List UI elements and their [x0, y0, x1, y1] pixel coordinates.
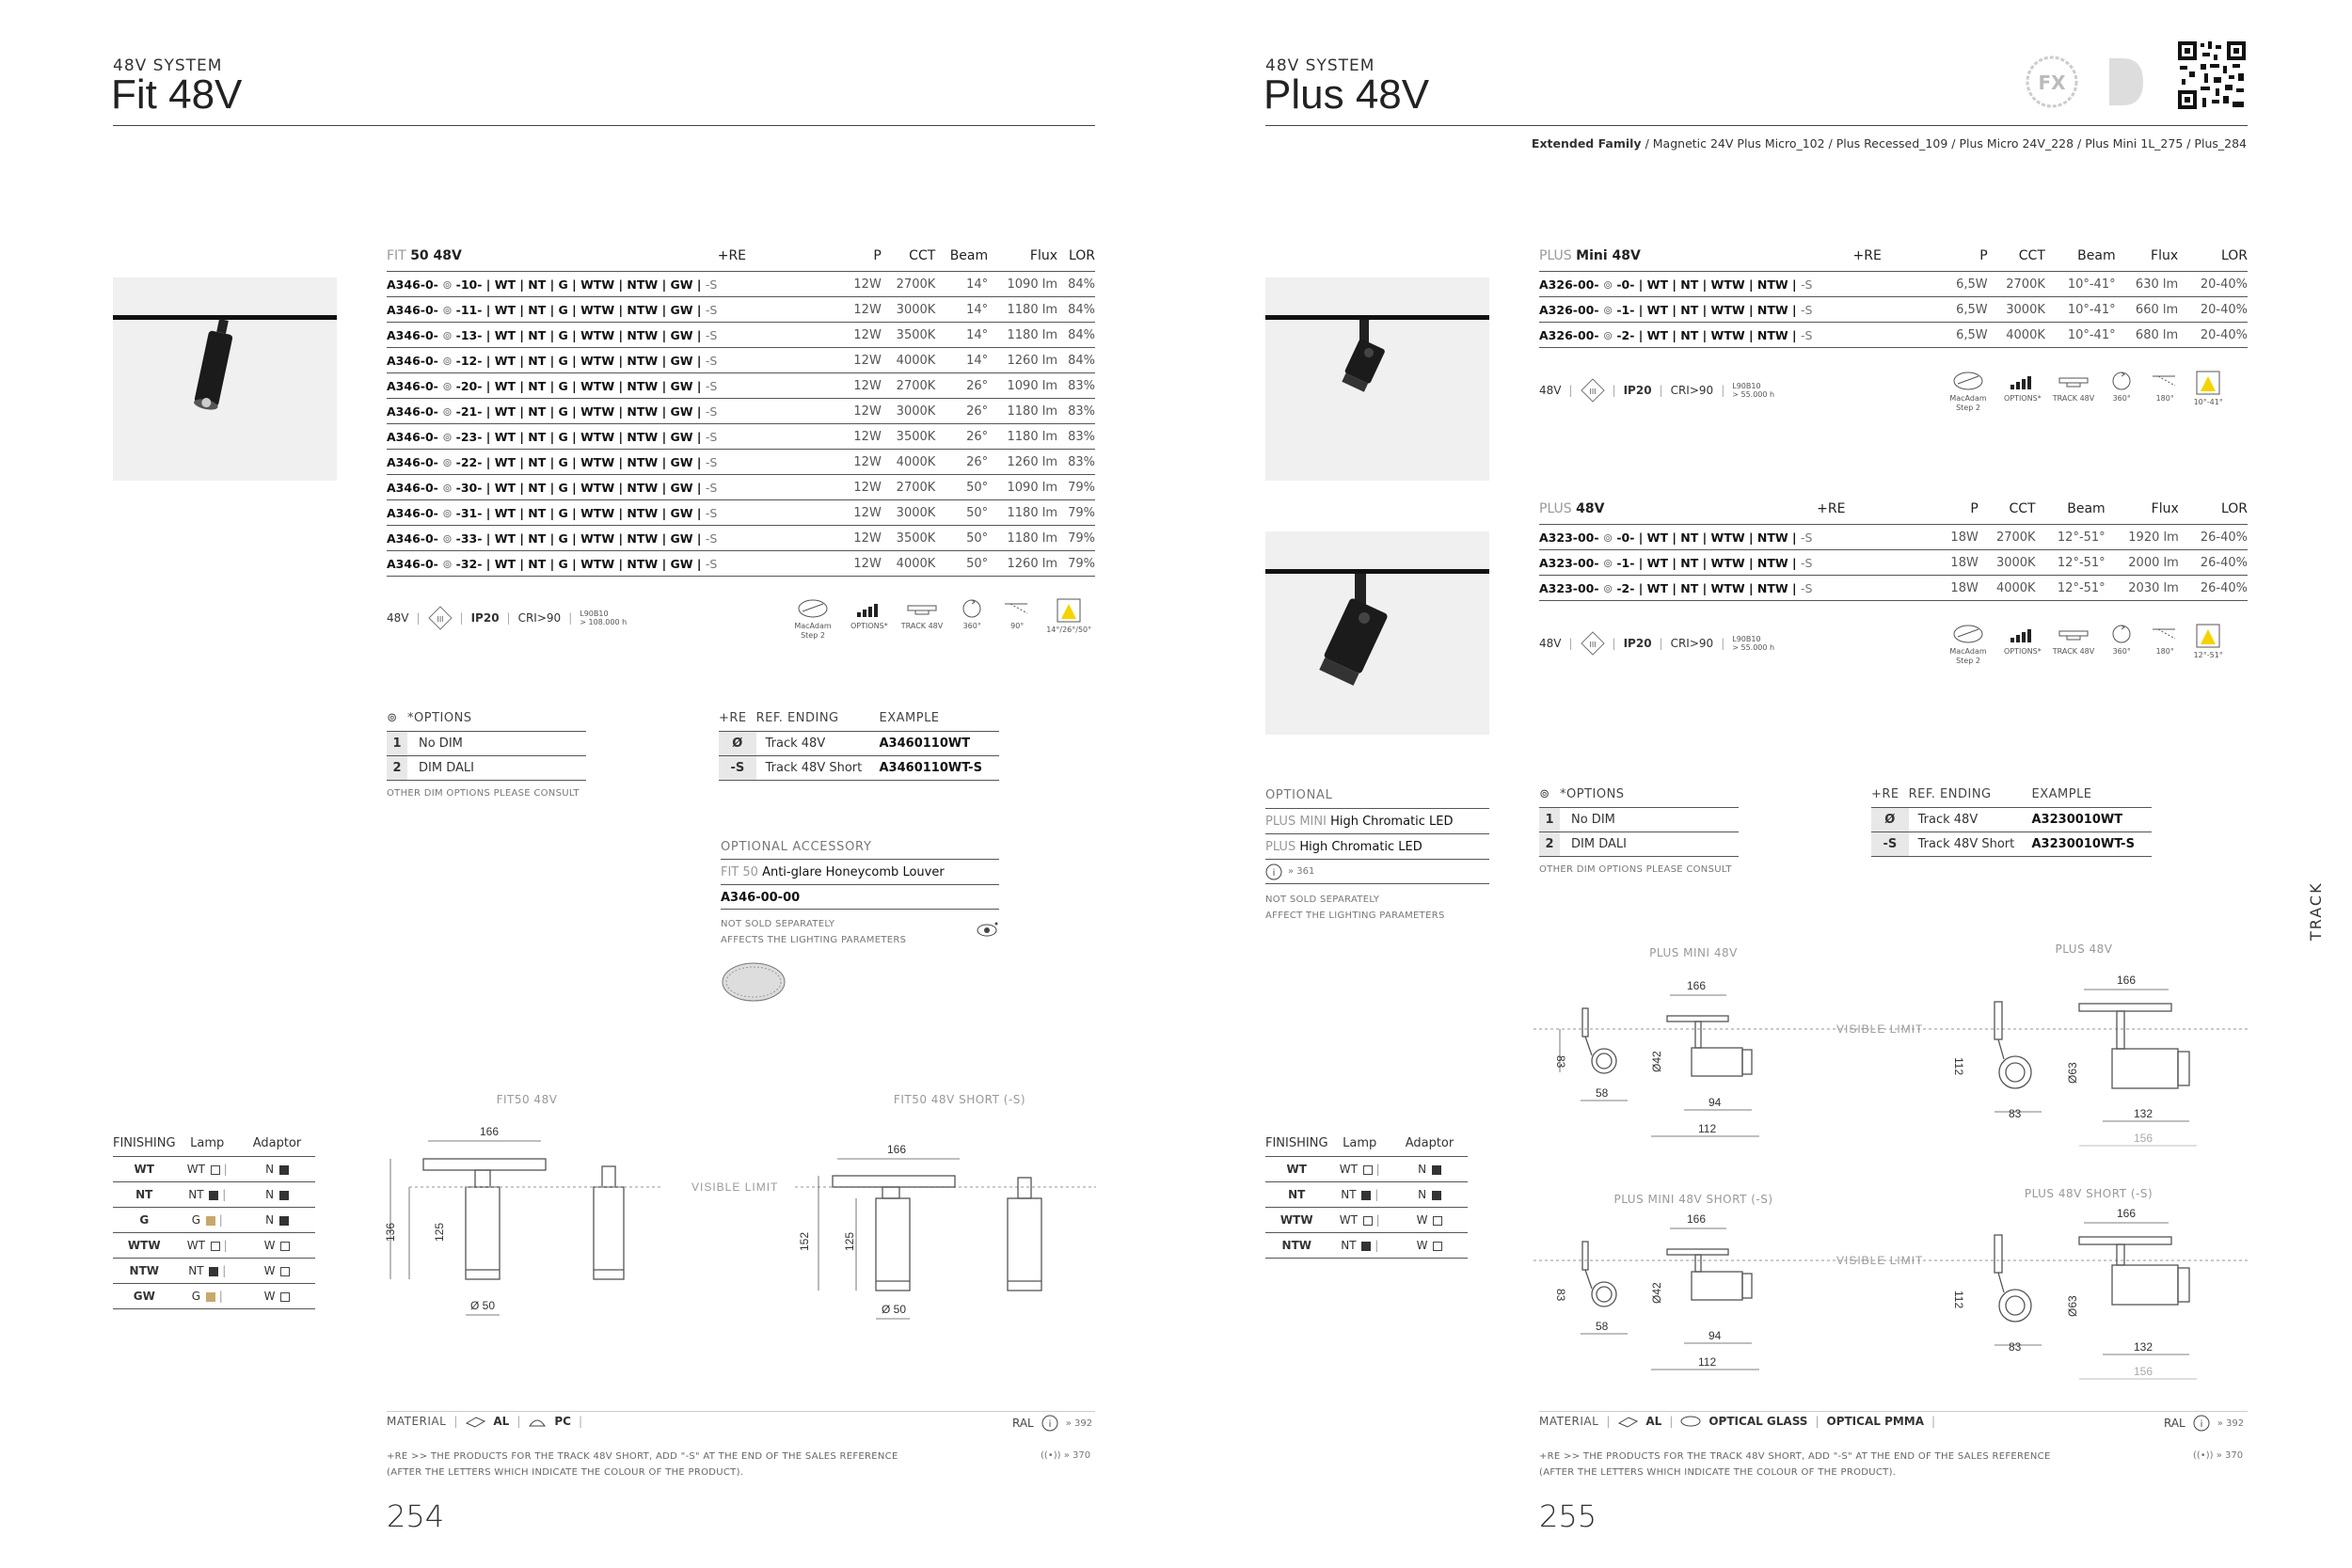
fit-options-table: ⊚ *OPTIONS 1 No DIM 2 DIM DALI [387, 711, 586, 781]
plus-refending-table: +RE REF. ENDING EXAMPLE Ø Track 48V A3230010WT -S Track 48V Short A3230010WT-S [1871, 787, 2152, 857]
finishing-row: WT WT | N [1265, 1157, 1468, 1182]
svg-text:166: 166 [1687, 979, 1707, 992]
beam-angle-icon: 10°-41° [2192, 371, 2224, 413]
finishing-row: WTW WT | W [113, 1233, 315, 1259]
product-row: A326-00- ⊚ -0- | WT | NT | WTW | NTW | -S 6,5W 2700K 10°-41° 630 lm 20-40% [1539, 272, 2248, 297]
left-page-number: 254 [387, 1498, 445, 1534]
info-icon [1041, 1415, 1058, 1432]
plus-footnote: +RE >> THE PRODUCTS FOR THE TRACK 48V SHORT, ADD "-S" AT THE END OF THE SALES REFERENCE (AFTER THE LETTERS WHICH INDICATE THE COLOUR OF THE PRODUCT). [1539, 1451, 2051, 1478]
svg-text:166: 166 [1687, 1212, 1707, 1226]
drawing-title-plus: PLUS 48V [2055, 942, 2113, 956]
svg-text:Ø63: Ø63 [2066, 1062, 2079, 1084]
finishing-row: G G | N [113, 1208, 315, 1233]
tilt-icon: 180° [2149, 371, 2181, 413]
beam-angle-icon: 14°/26°/50° [1046, 598, 1091, 641]
finishing-row: NTW NT | W [1265, 1233, 1468, 1259]
right-page-title: Plus 48V [1263, 71, 1430, 118]
product-row: A346-0- ⊚ -30- | WT | NT | G | WTW | NTW | GW | -S 12W 2700K 50° 1090 lm 79% [387, 475, 1095, 500]
fit-technical-drawings [381, 1119, 1105, 1336]
svg-text:Ø 50: Ø 50 [470, 1299, 496, 1312]
svg-text:112: 112 [1952, 1291, 1965, 1309]
plus-mini-photo [1265, 277, 1489, 481]
svg-text:58: 58 [1596, 1086, 1609, 1100]
product-row: A346-0- ⊚ -20- | WT | NT | G | WTW | NTW | GW | -S 12W 2700K 26° 1090 lm 83% [387, 373, 1095, 399]
tilt-icon: 180° [2149, 624, 2181, 666]
product-row: A346-0- ⊚ -33- | WT | NT | G | WTW | NTW | GW | -S 12W 3500K 50° 1180 lm 79% [387, 526, 1095, 551]
plus-mini-product-table: PLUS Mini 48V +RE P CCT Beam Flux LOR A326-00- ⊚ -0- | WT | NT | WTW | NTW | -S 6,5W 2700K 10°-41° 630 lm 20-40% A326-00- ⊚ -1- | WT | NT | WTW | NTW | -S 6,5W 3000K 10°-41° 660 lm 20-40% A326-00- ⊚ -2- | WT | NT | WTW | NTW | -S 6,5W 4000K 10°-41° 680 lm 20-40% [1539, 248, 2248, 348]
macadam-icon: MacAdam Step 2 [788, 598, 837, 641]
extended-family-row: Extended Family / Magnetic 24V Plus Micro_102 / Plus Recessed_109 / Plus Micro 24V_228 / Plus Mini 1L_275 / Plus_284 [1531, 136, 2247, 150]
qr-code-icon [2176, 40, 2248, 111]
plus-material-row: MATERIAL | AL | OPTICAL GLASS | OPTICAL PMMA | [1539, 1415, 1936, 1428]
fit-footnote: +RE >> THE PRODUCTS FOR THE TRACK 48V SHORT, ADD "-S" AT THE END OF THE SALES REFERENCE (AFTER THE LETTERS WHICH INDICATE THE COLOUR OF THE PRODUCT). [387, 1451, 898, 1478]
svg-text:83: 83 [2009, 1107, 2022, 1120]
product-row: A346-0- ⊚ -10- | WT | NT | G | WTW | NTW | GW | -S 12W 2700K 14° 1090 lm 84% [387, 272, 1095, 297]
optional-notes: NOT SOLD SEPARATELY AFFECT THE LIGHTING PARAMETERS [1265, 895, 1445, 921]
svg-text:166: 166 [480, 1125, 500, 1138]
right-page-number: 255 [1539, 1498, 1597, 1534]
fit-options-note: OTHER DIM OPTIONS PLEASE CONSULT [387, 788, 580, 799]
options-icon: OPTIONS* [2004, 371, 2042, 413]
eye-icon [977, 922, 999, 937]
track-icon: TRACK 48V [901, 598, 943, 641]
rotation-360-icon: 360° [2106, 371, 2137, 413]
svg-text:III: III [1588, 641, 1597, 649]
svg-text:166: 166 [887, 1143, 907, 1156]
fit-refending-table: +RE REF. ENDING EXAMPLE Ø Track 48V A3460110WT -S Track 48V Short A3460110WT-S [719, 711, 999, 781]
class-iii-icon [428, 606, 453, 630]
fx-logo-icon [2025, 55, 2079, 109]
plus-mini-spec-row: 48V | III | IP20 | CRI>90 | L90B10 > 55.000 h [1539, 378, 1774, 403]
svg-text:i: i [1272, 867, 1276, 879]
svg-text:Ø42: Ø42 [1650, 1051, 1663, 1072]
plus-foot-ref: ((•)) » 370 [2193, 1450, 2244, 1461]
drawing-title-plus-mini-short: PLUS MINI 48V SHORT (-S) [1613, 1193, 1773, 1206]
svg-text:132: 132 [2134, 1340, 2153, 1354]
finishing-row: WTW WT | W [1265, 1208, 1468, 1233]
plus-spec-row: 48V | III | IP20 | CRI>90 | L90B10 > 55.000 h [1539, 631, 1774, 656]
svg-text:132: 132 [2134, 1107, 2153, 1120]
svg-text:i: i [2200, 1419, 2203, 1430]
finishing-row: NTW NT | W [113, 1259, 315, 1284]
product-row: A346-0- ⊚ -12- | WT | NT | G | WTW | NTW | GW | -S 12W 4000K 14° 1260 lm 84% [387, 348, 1095, 373]
svg-text:83: 83 [2009, 1340, 2022, 1354]
svg-text:112: 112 [1698, 1355, 1717, 1369]
plus-product-table: PLUS 48V +RE P CCT Beam Flux LOR A323-00- ⊚ -0- | WT | NT | WTW | NTW | -S 18W 2700K 12°-51° 1920 lm 26-40% A323-00- ⊚ -1- | WT | NT | WTW | NTW | -S 18W 3000K 12°-51° 2000 lm 26-40% A323-00- ⊚ -2- | WT | NT | WTW | NTW | -S 18W 4000K 12°-51° 2030 lm 26-40% [1539, 501, 2248, 601]
svg-text:Ø42: Ø42 [1650, 1282, 1663, 1304]
finishing-row: GW G | W [113, 1284, 315, 1309]
svg-text:Ø 50: Ø 50 [882, 1303, 907, 1316]
accessory-notes: NOT SOLD SEPARATELY AFFECTS THE LIGHTING PARAMETERS [721, 919, 907, 945]
svg-text:III: III [436, 615, 444, 624]
product-row: A323-00- ⊚ -1- | WT | NT | WTW | NTW | -S 18W 3000K 12°-51° 2000 lm 26-40% [1539, 550, 2248, 576]
svg-text:VISIBLE LIMIT: VISIBLE LIMIT [1836, 1022, 1924, 1036]
svg-text:125: 125 [433, 1222, 446, 1242]
optional-plus-hcl: PLUS High Chromatic LED [1265, 833, 1489, 859]
optional-ref: i » 361 [1265, 859, 1489, 884]
fit-ral-ref: RAL i » 392 [1012, 1417, 1093, 1430]
svg-text:125: 125 [843, 1231, 856, 1251]
svg-text:94: 94 [1708, 1096, 1722, 1109]
plus-feature-icons [1944, 624, 2224, 666]
fit-product-photo [113, 277, 337, 481]
svg-text:94: 94 [1708, 1329, 1722, 1342]
svg-text:152: 152 [798, 1231, 811, 1251]
fit-material-row: MATERIAL | AL | PC | [387, 1415, 583, 1428]
rotation-360-icon: 360° [2106, 624, 2137, 666]
honeycomb-louver-image [721, 961, 787, 1003]
plus-mini-feature-icons [1944, 371, 2224, 413]
left-page-title: Fit 48V [111, 71, 243, 118]
plus-technical-drawings [1534, 969, 2249, 1383]
svg-text:83: 83 [1554, 1289, 1567, 1302]
d-logo-icon [2106, 56, 2147, 107]
finishing-row: NT NT | N [1265, 1182, 1468, 1208]
svg-text:166: 166 [2117, 974, 2137, 987]
fit-product-name: FIT 50 48V [387, 248, 462, 263]
svg-text:112: 112 [1952, 1057, 1965, 1076]
drawing-title-plus-mini: PLUS MINI 48V [1649, 946, 1738, 959]
drawing-title-plus-short: PLUS 48V SHORT (-S) [2024, 1187, 2153, 1200]
rotation-360-icon: 360° [956, 598, 988, 641]
svg-text:FX: FX [2038, 71, 2066, 94]
plus-options-table: ⊚ *OPTIONS 1 No DIM 2 DIM DALI [1539, 787, 1739, 857]
product-row: A346-0- ⊚ -13- | WT | NT | G | WTW | NTW | GW | -S 12W 3500K 14° 1180 lm 84% [387, 323, 1095, 348]
optional-label: OPTIONAL [1265, 788, 1333, 802]
plus-photo [1265, 531, 1489, 735]
svg-text:156: 156 [2134, 1132, 2153, 1145]
left-system-label: 48V SYSTEM [113, 56, 223, 75]
svg-text:VISIBLE LIMIT: VISIBLE LIMIT [1836, 1254, 1924, 1267]
tilt-icon: 90° [1001, 598, 1033, 641]
polycarbonate-icon [528, 1415, 547, 1428]
svg-text:Ø63: Ø63 [2066, 1295, 2079, 1317]
product-row: A346-0- ⊚ -23- | WT | NT | G | WTW | NTW | GW | -S 12W 3500K 26° 1180 lm 83% [387, 424, 1095, 450]
options-icon: OPTIONS* [850, 598, 888, 641]
finishing-row: NT NT | N [113, 1182, 315, 1208]
fit-feature-icons [788, 598, 1091, 641]
track-icon: TRACK 48V [2053, 624, 2094, 666]
plus-options-note: OTHER DIM OPTIONS PLEASE CONSULT [1539, 864, 1732, 875]
accessory-name: FIT 50 Anti-glare Honeycomb Louver [721, 859, 999, 884]
svg-text:112: 112 [1698, 1122, 1717, 1135]
plus-mini-product-name: PLUS Mini 48V [1539, 248, 1641, 263]
macadam-icon: MacAdam Step 2 [1944, 371, 1993, 413]
plus-finishing-table: FINISHING Lamp Adaptor WT WT | N NT NT | N WTW WT | W NTW NT | W [1265, 1136, 1468, 1259]
svg-text:i: i [1048, 1419, 1052, 1430]
fit-spec-row: 48V | III | IP20 | CRI>90 | L90B10 > 108.000 h [387, 606, 627, 630]
finishing-row: WT WT | N [113, 1157, 315, 1182]
drawing-title-fit50-short: FIT50 48V SHORT (-S) [893, 1093, 1026, 1106]
side-tab-track[interactable]: TRACK [2307, 881, 2325, 941]
svg-text:III: III [1588, 388, 1597, 396]
plus-product-name: PLUS 48V [1539, 501, 1605, 516]
fit-foot-ref: ((•)) » 370 [1041, 1450, 1091, 1461]
product-row: A346-0- ⊚ -21- | WT | NT | G | WTW | NTW | GW | -S 12W 3000K 26° 1180 lm 83% [387, 399, 1095, 424]
product-row: A323-00- ⊚ -2- | WT | NT | WTW | NTW | -S 18W 4000K 12°-51° 2030 lm 26-40% [1539, 576, 2248, 601]
fit-finishing-table: FINISHING Lamp Adaptor WT WT | N NT NT | N G G | N WTW WT | W NTW NT | W GW G | W [113, 1136, 315, 1309]
product-row: A326-00- ⊚ -2- | WT | NT | WTW | NTW | -S 6,5W 4000K 10°-41° 680 lm 20-40% [1539, 323, 2248, 348]
product-row: A326-00- ⊚ -1- | WT | NT | WTW | NTW | -S 6,5W 3000K 10°-41° 660 lm 20-40% [1539, 297, 2248, 323]
svg-text:58: 58 [1596, 1320, 1609, 1333]
drawing-title-fit50: FIT50 48V [496, 1093, 558, 1106]
options-icon: OPTIONS* [2004, 624, 2042, 666]
svg-text:VISIBLE LIMIT: VISIBLE LIMIT [691, 1180, 779, 1194]
beam-angle-icon: 12°-51° [2192, 624, 2224, 666]
plus-ral-ref: RAL i » 392 [2164, 1417, 2245, 1430]
product-row: A346-0- ⊚ -22- | WT | NT | G | WTW | NTW | GW | -S 12W 4000K 26° 1260 lm 83% [387, 450, 1095, 475]
right-system-label: 48V SYSTEM [1265, 56, 1375, 75]
accessory-label: OPTIONAL ACCESSORY [721, 840, 872, 854]
accessory-ref: A346-00-00 [721, 884, 999, 910]
svg-text:156: 156 [2134, 1365, 2153, 1378]
product-row: A346-0- ⊚ -31- | WT | NT | G | WTW | NTW | GW | -S 12W 3000K 50° 1180 lm 79% [387, 500, 1095, 526]
aluminium-icon [465, 1415, 485, 1428]
product-row: A346-0- ⊚ -11- | WT | NT | G | WTW | NTW | GW | -S 12W 3000K 14° 1180 lm 84% [387, 297, 1095, 323]
svg-text:83: 83 [1554, 1055, 1567, 1069]
track-icon: TRACK 48V [2053, 371, 2094, 413]
svg-text:136: 136 [384, 1222, 397, 1242]
optional-mini-hcl: PLUS MINI High Chromatic LED [1265, 808, 1489, 833]
svg-text:166: 166 [2117, 1207, 2137, 1220]
fit-product-table: FIT 50 48V +RE P CCT Beam Flux LOR A346-0- ⊚ -10- | WT | NT | G | WTW | NTW | GW | -S 12W 2700K 14° 1090 lm 84% A346-0- ⊚ -11- | WT | NT | G | WTW | NTW | GW | -S 12W 3000K 14° 1180 lm 84% A346-0- ⊚ -13- | WT | NT | G | WTW | NTW | GW | -S 12W 3500K 14° 1180 lm 84% A346-0- ⊚ -12- | WT | NT | G | WTW | NTW | GW | -S 12W 4000K 14° 1260 lm 84% A346-0- ⊚ -20- | WT | NT | G | WTW | NTW | GW | -S 12W 2700K 26° 1090 lm 83% A346-0- ⊚ -21- | WT | NT | G | WTW | NTW | GW | -S 12W 3000K 26° 1180 lm 83% A346-0- ⊚ -23- | WT | NT | G | WTW | NTW | GW | -S 12W 3500K 26° 1180 lm 83% A346-0- ⊚ -22- | WT | NT | G | WTW | NTW | GW | -S 12W 4000K 26° 1260 lm 83% A346-0- ⊚ -30- | WT | NT | G | WTW | NTW | GW | -S 12W 2700K 50° 1090 lm 79% A346-0- ⊚ -31- | WT | NT | G | WTW | NTW | GW | -S 12W 3000K 50° 1180 lm 79% A346-0- ⊚ -33- | WT | NT | G | WTW | NTW | GW | -S 12W 3500K 50° 1180 lm 79% A346-0- ⊚ -32- | WT | NT | G | WTW | NTW | GW | -S 12W 4000K 50° 1260 lm 79% [387, 248, 1095, 577]
product-row: A346-0- ⊚ -32- | WT | NT | G | WTW | NTW | GW | -S 12W 4000K 50° 1260 lm 79% [387, 551, 1095, 577]
macadam-icon: MacAdam Step 2 [1944, 624, 1993, 666]
product-row: A323-00- ⊚ -0- | WT | NT | WTW | NTW | -S 18W 2700K 12°-51° 1920 lm 26-40% [1539, 525, 2248, 550]
